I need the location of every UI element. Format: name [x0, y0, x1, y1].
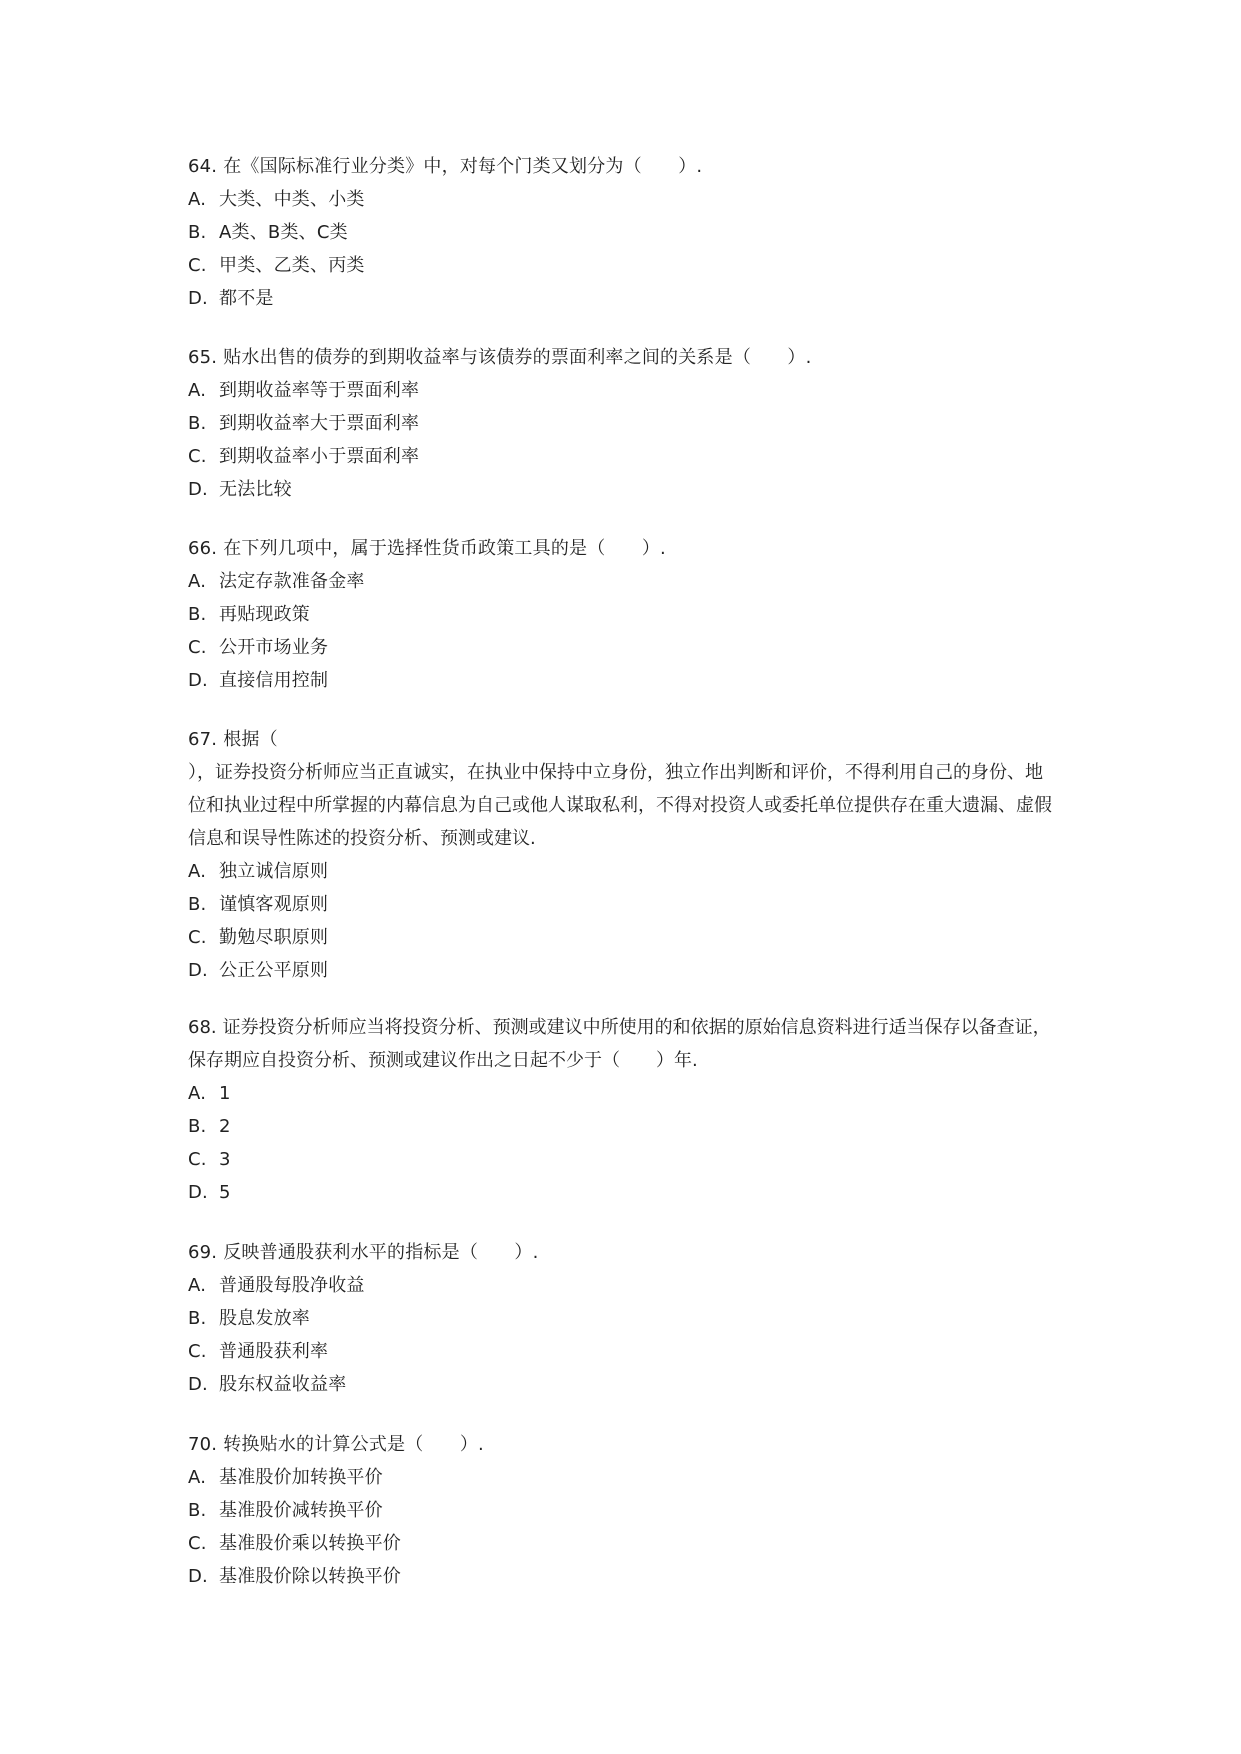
option-letter: B.: [188, 894, 207, 915]
option-text: A类、B类、C类: [219, 222, 348, 243]
option-c: [188, 1143, 1058, 1176]
option-text: 公正公平原则: [219, 960, 329, 981]
option-d: [188, 1368, 1058, 1401]
option-text: 大类、中类、小类: [219, 189, 365, 210]
option-text: 股东权益收益率: [219, 1374, 347, 1395]
option-letter: B.: [188, 1308, 207, 1329]
option-d: [188, 954, 1058, 987]
option-d: [188, 282, 1058, 315]
question-66: [188, 532, 1058, 697]
option-text: 勤勉尽职原则: [219, 927, 329, 948]
option-letter: C.: [188, 255, 207, 276]
question-stem: [188, 1236, 1058, 1269]
question-stem: [188, 341, 1058, 374]
option-c: [188, 440, 1058, 473]
question-number: 65.: [188, 347, 218, 368]
question-text-continued: ），证券投资分析师应当正直诚实，在执业中保持中立身份，独立作出判断和评价，不得利用自己的身份、地位和执业过程中所掌握的内幕信息为自己或他人谋取私利，不得对投资人或委托单位提供存在重大遗漏、虚假信息和误导性陈述的投资分析、预测或建议.: [188, 762, 1052, 849]
option-letter: D.: [188, 288, 208, 309]
question-stem: [188, 1011, 1058, 1077]
question-number: 69.: [188, 1242, 218, 1263]
option-text: 1: [219, 1083, 231, 1104]
question-64: [188, 150, 1058, 315]
option-letter: D.: [188, 1374, 208, 1395]
option-b: [188, 1302, 1058, 1335]
option-letter: A.: [188, 1083, 207, 1104]
option-letter: D.: [188, 479, 208, 500]
option-a: [188, 1077, 1058, 1110]
question-68: [188, 1011, 1058, 1209]
option-text: 谨慎客观原则: [219, 894, 329, 915]
option-c: [188, 1335, 1058, 1368]
option-b: [188, 1494, 1058, 1527]
option-c: [188, 921, 1058, 954]
option-a: [188, 1461, 1058, 1494]
option-d: [188, 473, 1058, 506]
option-letter: A.: [188, 571, 207, 592]
option-letter: A.: [188, 1467, 207, 1488]
option-text: 再贴现政策: [219, 604, 310, 625]
option-d: [188, 1176, 1058, 1209]
option-a: [188, 183, 1058, 216]
option-c: [188, 249, 1058, 282]
option-letter: D.: [188, 960, 208, 981]
option-b: [188, 1110, 1058, 1143]
option-text: 2: [219, 1116, 231, 1137]
option-letter: D.: [188, 1566, 208, 1587]
option-text: 3: [219, 1149, 231, 1170]
option-text: 普通股获利率: [219, 1341, 329, 1362]
question-text: 在《国际标准行业分类》中，对每个门类又划分为（ ）.: [223, 156, 703, 177]
question-text: 转换贴水的计算公式是（ ）.: [223, 1434, 484, 1455]
option-letter: B.: [188, 222, 207, 243]
option-d: [188, 664, 1058, 697]
option-letter: D.: [188, 1182, 208, 1203]
option-b: [188, 216, 1058, 249]
question-stem: [188, 1428, 1058, 1461]
option-letter: B.: [188, 413, 207, 434]
option-letter: A.: [188, 189, 207, 210]
option-b: [188, 598, 1058, 631]
option-text: 无法比较: [219, 479, 292, 500]
option-letter: C.: [188, 1533, 207, 1554]
question-stem: [188, 150, 1058, 183]
option-text: 基准股价减转换平价: [219, 1500, 383, 1521]
option-text: 公开市场业务: [219, 637, 329, 658]
option-d: [188, 1560, 1058, 1593]
option-b: [188, 888, 1058, 921]
option-text: 甲类、乙类、丙类: [219, 255, 365, 276]
question-number: 64.: [188, 156, 218, 177]
option-letter: B.: [188, 1500, 207, 1521]
question-text: 在下列几项中，属于选择性货币政策工具的是（ ）.: [223, 538, 666, 559]
option-a: [188, 565, 1058, 598]
option-text: 到期收益率大于票面利率: [219, 413, 420, 434]
question-number: 68.: [188, 1017, 217, 1038]
option-a: [188, 1269, 1058, 1302]
question-number: 66.: [188, 538, 218, 559]
option-a: [188, 374, 1058, 407]
question-69: [188, 1236, 1058, 1401]
question-text: 反映普通股获利水平的指标是（ ）.: [223, 1242, 539, 1263]
option-text: 到期收益率小于票面利率: [219, 446, 420, 467]
question-67: [188, 723, 1058, 987]
option-letter: C.: [188, 1149, 207, 1170]
question-stem: [188, 532, 1058, 565]
question-stem: [188, 723, 1058, 756]
question-65: [188, 341, 1058, 506]
option-c: [188, 631, 1058, 664]
option-text: 直接信用控制: [219, 670, 329, 691]
option-letter: C.: [188, 446, 207, 467]
option-text: 普通股每股净收益: [219, 1275, 365, 1296]
option-text: 都不是: [219, 288, 274, 309]
option-text: 基准股价乘以转换平价: [219, 1533, 401, 1554]
option-letter: C.: [188, 637, 207, 658]
option-c: [188, 1527, 1058, 1560]
question-text: 贴水出售的债券的到期收益率与该债券的票面利率之间的关系是（ ）.: [223, 347, 812, 368]
question-text: 证券投资分析师应当将投资分析、预测或建议中所使用的和依据的原始信息资料进行适当保存以备查证，保存期应自投资分析、预测或建议作出之日起不少于（ ）年.: [188, 1017, 1051, 1071]
question-text-line1: 根据（: [223, 729, 278, 750]
option-text: 股息发放率: [219, 1308, 310, 1329]
option-letter: C.: [188, 1341, 207, 1362]
option-letter: C.: [188, 927, 207, 948]
option-text: 法定存款准备金率: [219, 571, 365, 592]
option-letter: B.: [188, 604, 207, 625]
option-text: 5: [219, 1182, 231, 1203]
option-text: 独立诚信原则: [219, 861, 329, 882]
option-letter: A.: [188, 380, 207, 401]
question-number: 67.: [188, 729, 218, 750]
option-text: 基准股价除以转换平价: [219, 1566, 401, 1587]
option-letter: D.: [188, 670, 208, 691]
option-a: [188, 855, 1058, 888]
option-letter: A.: [188, 861, 207, 882]
option-b: [188, 407, 1058, 440]
option-text: 到期收益率等于票面利率: [219, 380, 420, 401]
option-text: 基准股价加转换平价: [219, 1467, 383, 1488]
question-number: 70.: [188, 1434, 218, 1455]
question-70: [188, 1428, 1058, 1593]
option-letter: B.: [188, 1116, 207, 1137]
option-letter: A.: [188, 1275, 207, 1296]
